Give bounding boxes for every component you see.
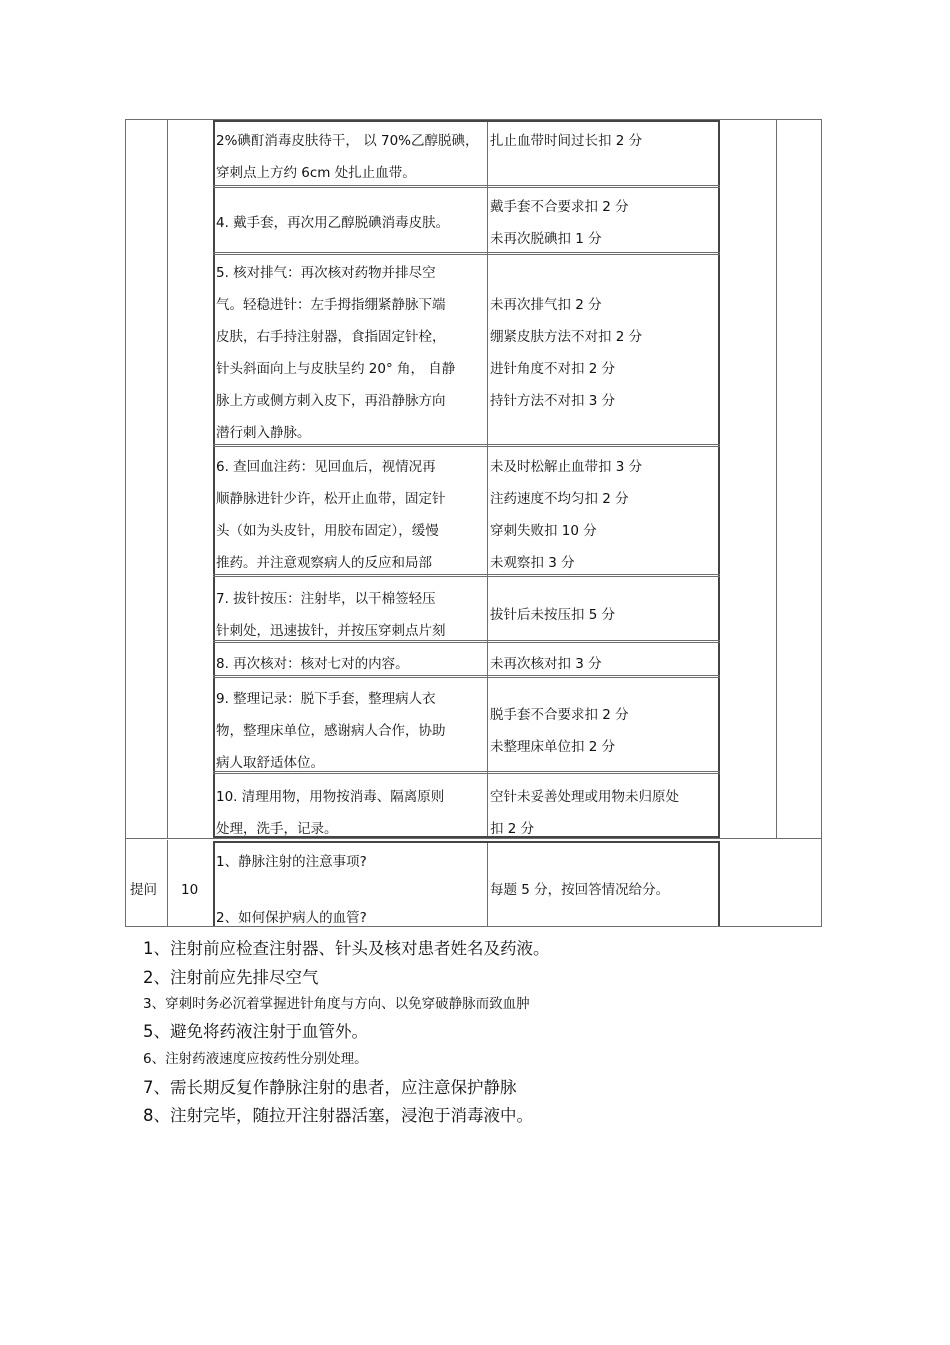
row-separator-1a [213, 185, 720, 186]
row-separator-7a [213, 771, 720, 772]
column-divider-1 [167, 119, 168, 838]
procedure-line: 6. 查回血注药：见回血后，视情况再 [216, 459, 436, 475]
procedure-line: 9. 整理记录：脱下手套，整理病人衣 [216, 691, 436, 707]
procedure-line: 8. 再次核对：核对七对的内容。 [216, 656, 409, 672]
question-box-left [213, 841, 215, 926]
row-separator-4b [213, 576, 720, 577]
deduction-line: 空针未妥善处理或用物未归原处 [490, 789, 679, 805]
procedure-line: 病人取舒适体位。 [216, 755, 324, 771]
procedure-box-right [718, 120, 720, 837]
procedure-line: 皮肤，右手持注射器，食指固定针栓， [216, 329, 446, 345]
procedure-line: 5. 核对排气：再次核对药物并排尽空 [216, 265, 436, 281]
deduction-line: 扎止血带时间过长扣 2 分 [490, 133, 643, 149]
procedure-line: 针刺处，迅速拔针，并按压穿刺点片刻 [216, 623, 446, 639]
procedure-line: 4. 戴手套，再次用乙醇脱碘消毒皮肤。 [216, 215, 450, 231]
row-separator-2a [213, 252, 720, 253]
note-item: 7、需长期反复作静脉注射的患者，应注意保护静脉 [143, 1078, 517, 1097]
procedure-line: 2%碘酊消毒皮肤待干， 以 70%乙醇脱碘， [216, 133, 479, 149]
note-item: 6、注射药液速度应按药性分别处理。 [143, 1051, 368, 1067]
deduction-line: 未再次脱碘扣 1 分 [490, 231, 602, 247]
procedure-line: 7. 拔针按压：注射毕，以干棉签轻压 [216, 591, 436, 607]
note-item: 3、穿刺时务必沉着掌握进针角度与方向、以免穿破静脉而致血肿 [143, 996, 530, 1012]
question-box-top [213, 841, 720, 843]
deduction-line: 扣 2 分 [490, 821, 535, 837]
table-bottom-border [125, 926, 822, 927]
deduction-line: 未整理床单位扣 2 分 [490, 739, 616, 755]
procedure-line: 穿刺点上方约 6cm 处扎止血带。 [216, 165, 416, 181]
deduction-line: 注药速度不均匀扣 2 分 [490, 491, 629, 507]
table-left-border [125, 119, 126, 927]
procedure-box-divider [487, 120, 488, 837]
deduction-line: 未再次核对扣 3 分 [490, 656, 602, 672]
deduction-line: 拔针后未按压扣 5 分 [490, 607, 616, 623]
procedure-line: 头（如为头皮针，用胶布固定），缓慢 [216, 523, 439, 539]
note-item: 1、注射前应检查注射器、针头及核对患者姓名及药液。 [143, 939, 550, 958]
row-separator-5a [213, 640, 720, 641]
row-separator-4a [213, 574, 720, 575]
question-row-top-border [125, 838, 822, 839]
question-criteria: 每题 5 分，按回答情况给分。 [490, 882, 670, 898]
procedure-line: 脉上方或侧方刺入皮下，再沿静脉方向 [216, 393, 446, 409]
procedure-line: 推药。并注意观察病人的反应和局部 [216, 555, 432, 571]
question-line: 2、如何保护病人的血管? [216, 910, 367, 926]
question-box-divider [487, 841, 488, 926]
deduction-line: 持针方法不对扣 3 分 [490, 393, 616, 409]
procedure-box-top [213, 120, 720, 122]
column-divider-5 [776, 119, 777, 838]
question-line: 1、静脉注射的注意事项? [216, 854, 367, 870]
deduction-line: 绷紧皮肤方法不对扣 2 分 [490, 329, 643, 345]
deduction-line: 穿刺失败扣 10 分 [490, 523, 597, 539]
row-separator-3b [213, 446, 720, 447]
procedure-line: 10. 清理用物，用物按消毒、隔离原则 [216, 789, 445, 805]
question-item-label: 提问 [130, 882, 157, 898]
deduction-line: 戴手套不合要求扣 2 分 [490, 199, 629, 215]
deduction-line: 进针角度不对扣 2 分 [490, 361, 616, 377]
procedure-line: 潜行刺入静脉。 [216, 425, 311, 441]
deduction-line: 脱手套不合要求扣 2 分 [490, 707, 629, 723]
row-separator-2b [213, 254, 720, 255]
row-separator-7b [213, 773, 720, 774]
question-score: 10 [181, 882, 199, 898]
row-separator-3a [213, 444, 720, 445]
procedure-line: 顺静脉进针少许，松开止血带，固定针 [216, 491, 446, 507]
procedure-line: 处理，洗手，记录。 [216, 821, 338, 837]
column-divider-1b [167, 840, 168, 927]
question-box-right [718, 841, 720, 926]
note-item: 5、避免将药液注射于血管外。 [143, 1022, 368, 1041]
note-item: 2、注射前应先排尽空气 [143, 968, 319, 987]
procedure-line: 物，整理床单位，感谢病人合作，协助 [216, 723, 446, 739]
procedure-line: 气。轻稳进针：左手拇指绷紧静脉下端 [216, 297, 446, 313]
table-right-border [821, 119, 822, 927]
deduction-line: 未再次排气扣 2 分 [490, 297, 602, 313]
row-separator-6a [213, 675, 720, 676]
row-separator-1b [213, 187, 720, 188]
procedure-line: 针头斜面向上与皮肤呈约 20° 角， 自静 [216, 361, 456, 377]
deduction-line: 未及时松解止血带扣 3 分 [490, 459, 643, 475]
procedure-box-left [213, 120, 215, 837]
row-separator-5b [213, 642, 720, 643]
note-item: 8、注射完毕，随拉开注射器活塞，浸泡于消毒液中。 [143, 1106, 533, 1125]
row-separator-6b [213, 677, 720, 678]
deduction-line: 未观察扣 3 分 [490, 555, 575, 571]
